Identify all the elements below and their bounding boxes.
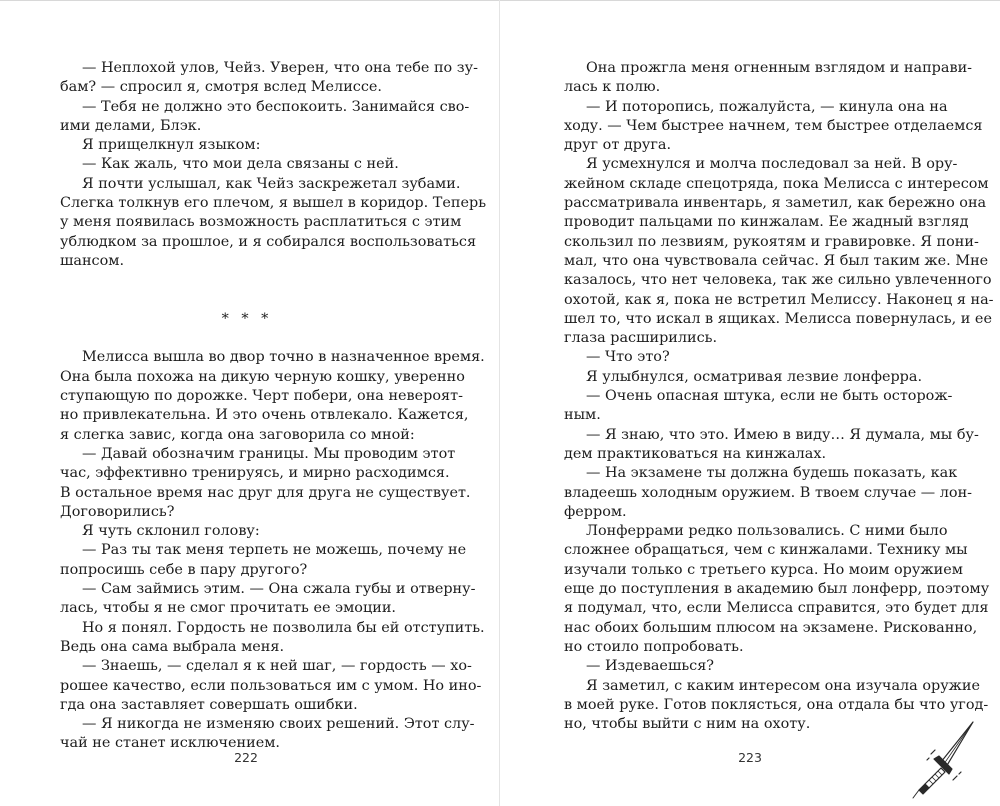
- dagger-icon: [905, 718, 977, 802]
- text-line: ным.: [564, 407, 601, 424]
- text-line: ступающую по дорожке. Черт побери, она невероят-: [60, 388, 463, 405]
- text-line: в моей руке. Готов поклясться, она отдала бы что угод-: [564, 696, 989, 713]
- text-line: — Что это?: [586, 349, 670, 366]
- text-line: В остальное время нас друг для друга не существует.: [60, 484, 471, 501]
- text-line: Но я понял. Гордость не позволила бы ей отступить.: [82, 619, 485, 636]
- text-line: сложнее обращаться, чем с кинжалами. Технику мы: [564, 542, 968, 559]
- text-line: ублюдком за прошлое, и я собирался воспользоваться: [60, 233, 477, 250]
- text-line: Я улыбнулся, осматривая лезвие лонферра.: [586, 368, 923, 385]
- text-line: — Раз ты так меня терпеть не можешь, почему не: [82, 542, 467, 559]
- text-line: шел то, что искал в ящиках. Мелисса повернулась, и ее: [564, 310, 992, 327]
- text-line: — Сам займись этим. — Она сжала губы и отверну-: [82, 581, 476, 598]
- text-line: мал, что она чувствовала сейчас. Я был таким же. Мне: [564, 252, 989, 269]
- text-line: Лонферрами редко пользовались. С ними было: [586, 523, 948, 540]
- text-line: казалось, что нет человека, так же сильно увлеченного: [564, 272, 992, 289]
- right-page-text: [564, 59, 994, 734]
- text-line: — Я никогда не изменяю своих решений. Этот слу-: [82, 716, 475, 733]
- text-line: — И поторопись, пожалуйста, — кинула она на: [586, 98, 948, 115]
- text-line: Слегка толкнув его плечом, я вышел в коридор. Теперь: [60, 195, 487, 212]
- text-line: * * *: [221, 310, 273, 327]
- text-line: — Неплохой улов, Чейз. Уверен, что она тебе по зу-: [82, 60, 478, 76]
- page-number-right: 223: [738, 750, 762, 765]
- top-border: [0, 0, 1000, 1]
- text-line: скользил по лезвиям, рукоятям и гравировке. Я пони-: [564, 233, 979, 250]
- text-line: гда она заставляет совершать ошибки.: [60, 696, 358, 713]
- text-line: изучали только с третьего курса. Но моим оружием: [564, 561, 963, 578]
- text-line: — Я знаю, что это. Имею в виду… Я думала, мы бу-: [586, 426, 979, 443]
- text-line: попросишь себе в пару другого?: [60, 561, 308, 578]
- text-line: чай не станет исключением.: [60, 735, 280, 752]
- text-line: час, эффективно тренируясь, и мирно расходимся.: [60, 465, 450, 482]
- text-line: дем практиковаться на кинжалах.: [564, 445, 827, 462]
- text-line: я слегка завис, когда она заговорила со мной:: [60, 426, 415, 443]
- text-line: рошее качество, если пользоваться им с умом. Но ино-: [60, 677, 482, 694]
- text-line: бам? — спросил я, смотря вслед Мелиссе.: [60, 79, 383, 96]
- left-page-text: [60, 59, 487, 754]
- text-line: лась к полю.: [564, 79, 661, 96]
- text-line: рассматривала инвентарь, я заметил, как бережно она: [564, 195, 987, 212]
- text-line: ходу. — Чем быстрее начнем, тем быстрее отделаемся: [564, 117, 983, 134]
- text-line: у меня появилась возможность расплатиться с этим: [60, 214, 462, 231]
- text-line: — Тебя не должно это беспокоить. Занимайся сво-: [82, 98, 470, 115]
- text-line: но, чтобы выйти с ним на охоту.: [564, 716, 811, 733]
- text-line: я подумал, что, если Мелисса справится, это будет для: [564, 600, 989, 617]
- text-line: но стоило попробовать.: [564, 638, 744, 655]
- text-line: — Знаешь, — сделал я к ней шаг, — гордость — хо-: [82, 658, 472, 675]
- text-line: [60, 271, 434, 290]
- text-line: жейном складе спецотряда, пока Мелисса с интересом: [564, 175, 989, 192]
- text-line: Я усмехнулся и молча последовал за ней. В ору-: [586, 156, 958, 173]
- text-line: охотой, как я, пока не встретил Мелиссу. Наконец я на-: [564, 291, 994, 308]
- text-line: Договорились?: [60, 503, 175, 520]
- text-line: [60, 329, 434, 348]
- text-line: Ведь она сама выбрала меня.: [60, 638, 285, 655]
- text-line: ими делами, Блэк.: [60, 117, 202, 134]
- text-line: Я чуть склонил голову:: [82, 523, 260, 540]
- text-line: — На экзамене ты должна будешь показать, как: [586, 465, 958, 482]
- book-gutter: [499, 0, 500, 806]
- text-line: ферром.: [564, 503, 627, 520]
- text-line: [60, 291, 434, 310]
- text-line: лась, чтобы я не смог прочитать ее эмоции.: [60, 600, 396, 617]
- text-line: — Очень опасная штука, если не быть осторож-: [586, 388, 953, 405]
- text-line: проводит пальцами по кинжалам. Ее жадный взгляд: [564, 214, 969, 231]
- text-line: Я прищелкнул языком:: [82, 137, 261, 154]
- text-line: шансом.: [60, 252, 125, 269]
- text-line: Я заметил, с каким интересом она изучала оружие: [586, 677, 981, 694]
- text-line: — Давай обозначим границы. Мы проводим этот: [82, 445, 456, 462]
- page-number-left: 222: [234, 750, 258, 765]
- text-line: Мелисса вышла во двор точно в назначенное время.: [82, 349, 485, 366]
- text-line: еще до поступления в академию был лонферр, поэтому: [564, 581, 990, 598]
- text-line: друг от друга.: [564, 137, 672, 154]
- text-line: глаза расширились.: [564, 330, 718, 347]
- text-line: Я почти услышал, как Чейз заскрежетал зубами.: [82, 175, 461, 192]
- text-line: владеешь холодным оружием. В твоем случае — лон-: [564, 484, 973, 501]
- text-line: — Издеваешься?: [586, 658, 715, 675]
- text-line: — Как жаль, что мои дела связаны с ней.: [82, 156, 399, 173]
- text-line: Она была похожа на дикую черную кошку, уверенно: [60, 368, 465, 385]
- text-line: но привлекательна. И это очень отвлекало. Кажется,: [60, 407, 469, 424]
- text-line: Она прожгла меня огненным взглядом и направи-: [586, 60, 973, 76]
- text-line: нас обоих большим плюсом на экзамене. Рискованно,: [564, 619, 978, 636]
